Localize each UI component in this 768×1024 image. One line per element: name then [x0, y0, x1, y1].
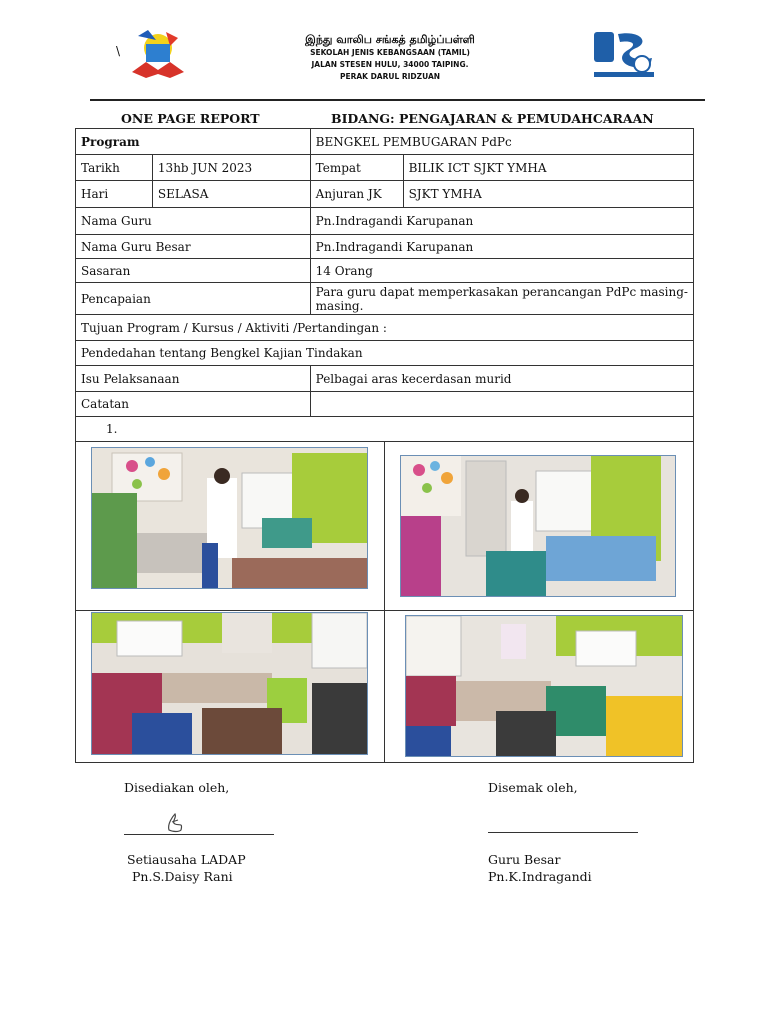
- photo-workshop-2: [400, 455, 676, 597]
- photo-workshop-3: [91, 612, 368, 755]
- school-line-2: JALAN STESEN HULU, 34000 TAIPING.: [311, 60, 469, 69]
- program-label: Program: [76, 129, 311, 155]
- row-isu: [76, 366, 694, 392]
- row-hari: [76, 181, 694, 208]
- row-tujuan: [76, 315, 694, 341]
- tempat-label: Tempat: [310, 155, 403, 181]
- checked-name: Pn.K.Indragandi: [488, 869, 592, 884]
- row-tarikh: [76, 155, 694, 181]
- tempat-value: BILIK ICT SJKT YMHA: [403, 155, 693, 181]
- pencapaian-value: Para guru dapat memperkasakan perancangan PdPc masing-masing.: [310, 283, 693, 315]
- slash-mark: \: [116, 44, 121, 58]
- row-list-number: [76, 417, 694, 442]
- nama-guru-besar-value: Pn.Indragandi Karupanan: [310, 235, 693, 259]
- nama-guru-value: Pn.Indragandi Karupanan: [310, 208, 693, 235]
- school-logo-left: [126, 28, 190, 84]
- signature-mark: [163, 810, 187, 834]
- bidang-title: BIDANG: PENGAJARAN & PEMUDAHCARAAN: [331, 111, 654, 126]
- nama-guru-besar-label: Nama Guru Besar: [76, 235, 311, 259]
- photo-grid-vertical-divider: [384, 442, 385, 762]
- checked-by-label: Disemak oleh,: [488, 780, 578, 795]
- catatan-value: [310, 392, 693, 417]
- tujuan-value: Pendedahan tentang Bengkel Kajian Tindakan: [76, 341, 694, 366]
- prepared-role: Setiausaha LADAP: [127, 852, 246, 867]
- letterhead: [0, 0, 768, 110]
- photo-grid-horizontal-divider: [76, 610, 693, 611]
- pencapaian-label: Pencapaian: [76, 283, 311, 315]
- prepared-name: Pn.S.Daisy Rani: [132, 869, 233, 884]
- catatan-label: Catatan: [76, 392, 311, 417]
- school-line-1: SEKOLAH JENIS KEBANGSAAN (TAMIL): [310, 48, 470, 57]
- school-logo-right: [592, 28, 656, 80]
- sasaran-label: Sasaran: [76, 259, 311, 283]
- sasaran-value: 14 Orang: [310, 259, 693, 283]
- photo-workshop-4: [405, 615, 683, 757]
- prepared-by-label: Disediakan oleh,: [124, 780, 230, 795]
- row-nama-guru-besar: [76, 235, 694, 259]
- prepared-signature-line: [124, 834, 274, 835]
- report-title: ONE PAGE REPORT: [121, 111, 260, 126]
- row-sasaran: [76, 259, 694, 283]
- header-rule: [90, 99, 705, 101]
- photo-workshop-1: [91, 447, 368, 589]
- nama-guru-label: Nama Guru: [76, 208, 311, 235]
- report-form-table: [75, 128, 694, 442]
- tarikh-label: Tarikh: [76, 155, 153, 181]
- school-line-3: PERAK DARUL RIDZUAN: [339, 72, 441, 81]
- row-tujuan-value: [76, 341, 694, 366]
- row-pencapaian: [76, 283, 694, 315]
- school-name-tamil: இந்து வாலிப சங்கத் தமிழ்ப்பள்ளி: [305, 33, 475, 46]
- row-catatan: [76, 392, 694, 417]
- row-nama-guru: [76, 208, 694, 235]
- tujuan-label: Tujuan Program / Kursus / Aktiviti /Pertandingan :: [76, 315, 694, 341]
- anjuran-value: SJKT YMHA: [403, 181, 693, 208]
- program-value: BENGKEL PEMBUGARAN PdPc: [310, 129, 693, 155]
- hari-label: Hari: [76, 181, 153, 208]
- hari-value: SELASA: [152, 181, 310, 208]
- isu-label: Isu Pelaksanaan: [76, 366, 311, 392]
- list-number: 1.: [76, 417, 694, 442]
- isu-value: Pelbagai aras kecerdasan murid: [310, 366, 693, 392]
- school-name: [240, 32, 540, 83]
- row-program: [76, 129, 694, 155]
- checked-signature-line: [488, 832, 638, 833]
- checked-role: Guru Besar: [488, 852, 561, 867]
- photo-grid: [75, 441, 694, 763]
- tarikh-value: 13hb JUN 2023: [152, 155, 310, 181]
- anjuran-label: Anjuran JK: [310, 181, 403, 208]
